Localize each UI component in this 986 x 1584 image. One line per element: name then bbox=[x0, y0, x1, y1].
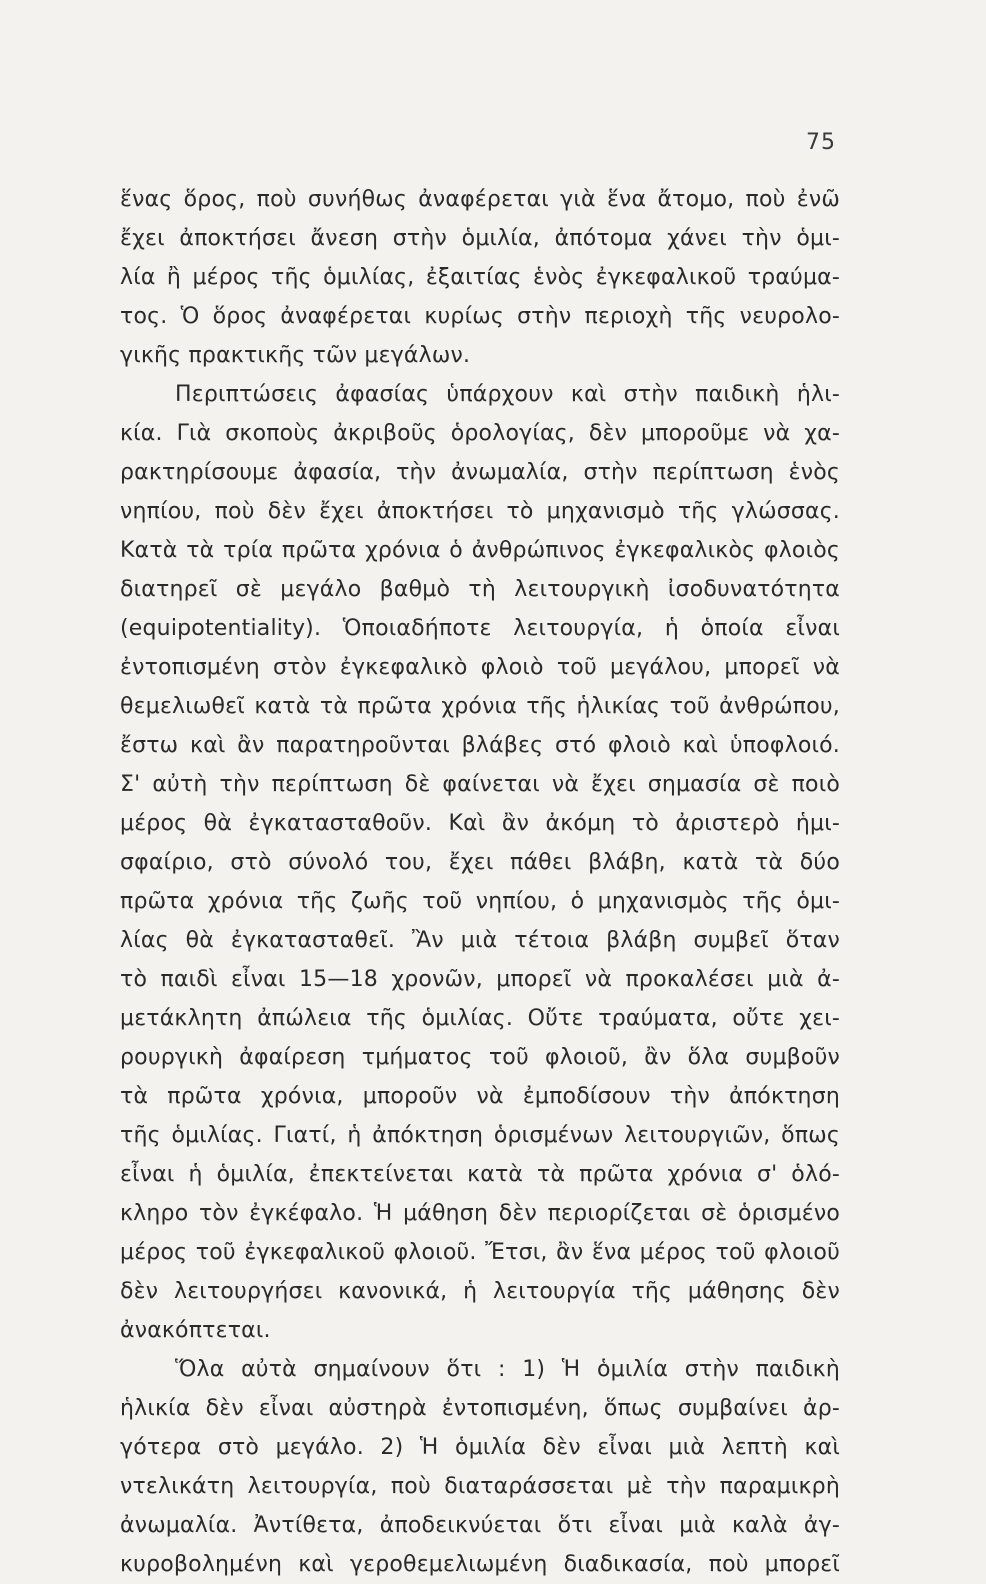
text-line: μετάκλητη ἀπώλεια τῆς ὁμιλίας. Οὔτε τραύματα, οὔτε χει- bbox=[120, 1006, 840, 1031]
text-line: ἡλικία δὲν εἶναι αὐστηρὰ ἐντοπισμένη, ὅπως συμβαίνει ἀρ- bbox=[120, 1396, 840, 1421]
text-line: ρουργικὴ ἀφαίρεση τμήματος τοῦ φλοιοῦ, ἂν ὅλα συμβοῦν bbox=[120, 1045, 840, 1070]
text-line: κυροβολημένη καὶ γεροθεμελιωμένη διαδικασία, ποὺ μπορεῖ bbox=[120, 1552, 840, 1577]
text-line: λίας θὰ ἐγκατασταθεῖ. Ἂν μιὰ τέτοια βλάβη συμβεῖ ὅταν bbox=[120, 928, 840, 953]
text-line: ντελικάτη λειτουργία, ποὺ διαταράσσεται μὲ τὴν παραμικρὴ bbox=[120, 1474, 840, 1499]
text-line: ἔστω καὶ ἂν παρατηροῦνται βλάβες στό φλοιὸ καὶ ὑποφλοιό. bbox=[120, 733, 840, 758]
text-line: μέρος τοῦ ἐγκεφαλικοῦ φλοιοῦ. Ἔτσι, ἂν ἕνα μέρος τοῦ φλοιοῦ bbox=[120, 1240, 840, 1265]
text-line: ἀνωμαλία. Ἀντίθετα, ἀποδεικνύεται ὅτι εἶναι μιὰ καλὰ ἀγ- bbox=[120, 1513, 840, 1538]
text-line: γικῆς πρακτικῆς τῶν μεγάλων. bbox=[120, 343, 471, 368]
text-line: τὰ πρῶτα χρόνια, μποροῦν νὰ ἐμποδίσουν τὴν ἀπόκτηση bbox=[120, 1084, 840, 1109]
text-line: δὲν λειτουργήσει κανονικά, ἡ λειτουργία τῆς μάθησης δὲν bbox=[120, 1279, 840, 1304]
text-line: λία ἢ μέρος τῆς ὁμιλίας, ἐξαιτίας ἑνὸς ἐγκεφαλικοῦ τραύμα- bbox=[120, 265, 840, 290]
body-text bbox=[120, 180, 840, 1584]
text-line: ἕνας ὅρος, ποὺ συνήθως ἀναφέρεται γιὰ ἕνα ἄτομο, ποὺ ἐνῶ bbox=[120, 187, 840, 212]
text-line: Σ' αὐτὴ τὴν περίπτωση δὲ φαίνεται νὰ ἔχει σημασία σὲ ποιὸ bbox=[120, 772, 840, 797]
text-line: (equipotentiality). Ὁποιαδήποτε λειτουργία, ἡ ὁποία εἶναι bbox=[120, 616, 840, 641]
text-line: πρῶτα χρόνια τῆς ζωῆς τοῦ νηπίου, ὁ μηχανισμὸς τῆς ὁμι- bbox=[120, 889, 840, 914]
text-line: τος. Ὁ ὅρος ἀναφέρεται κυρίως στὴν περιοχὴ τῆς νευρολο- bbox=[120, 304, 840, 329]
text-line: νηπίου, ποὺ δὲν ἔχει ἀποκτήσει τὸ μηχανισμὸ τῆς γλώσσας. bbox=[120, 499, 840, 524]
text-line: ἔχει ἀποκτήσει ἄνεση στὴν ὁμιλία, ἀπότομα χάνει τὴν ὁμι- bbox=[120, 226, 840, 251]
text-line: εἶναι ἡ ὁμιλία, ἐπεκτείνεται κατὰ τὰ πρῶτα χρόνια σ' ὁλό- bbox=[120, 1162, 840, 1187]
text-line: διατηρεῖ σὲ μεγάλο βαθμὸ τὴ λειτουργικὴ ἰσοδυνατότητα bbox=[120, 577, 840, 602]
text-line: μέρος θὰ ἐγκατασταθοῦν. Καὶ ἂν ἀκόμη τὸ ἀριστερὸ ἡμι- bbox=[120, 811, 840, 836]
text-line: σφαίριο, στὸ σύνολό του, ἔχει πάθει βλάβη, κατὰ τὰ δύο bbox=[120, 850, 840, 875]
paragraph-first-line: Ὅλα αὐτὰ σημαίνουν ὅτι : 1) Ἡ ὁμιλία στὴν παιδικὴ bbox=[175, 1357, 840, 1382]
paragraph-first-line: Περιπτώσεις ἀφασίας ὑπάρχουν καὶ στὴν παιδικὴ ἡλι- bbox=[175, 382, 840, 407]
text-line: ρακτηρίσουμε ἀφασία, τὴν ἀνωμαλία, στὴν περίπτωση ἑνὸς bbox=[120, 460, 840, 485]
text-line: κία. Γιὰ σκοποὺς ἀκριβοῦς ὁρολογίας, δὲν μποροῦμε νὰ χα- bbox=[120, 421, 840, 446]
text-line: τῆς ὁμιλίας. Γιατί, ἡ ἀπόκτηση ὁρισμένων λειτουργιῶν, ὅπως bbox=[120, 1123, 840, 1148]
text-line: τὸ παιδὶ εἶναι 15—18 χρονῶν, μπορεῖ νὰ προκαλέσει μιὰ ἀ- bbox=[120, 967, 840, 992]
page-number: 75 bbox=[806, 130, 836, 155]
text-line: ἀνακόπτεται. bbox=[120, 1318, 271, 1343]
text-line: Κατὰ τὰ τρία πρῶτα χρόνια ὁ ἀνθρώπινος ἐγκεφαλικὸς φλοιὸς bbox=[120, 538, 840, 563]
text-line: ἐντοπισμένη στὸν ἐγκεφαλικὸ φλοιὸ τοῦ μεγάλου, μπορεῖ νὰ bbox=[120, 655, 840, 680]
text-line: γότερα στὸ μεγάλο. 2) Ἡ ὁμιλία δὲν εἶναι μιὰ λεπτὴ καὶ bbox=[120, 1435, 840, 1460]
text-line: θεμελιωθεῖ κατὰ τὰ πρῶτα χρόνια τῆς ἡλικίας τοῦ ἀνθρώπου, bbox=[120, 694, 840, 719]
text-line: κληρο τὸν ἐγκέφαλο. Ἡ μάθηση δὲν περιορίζεται σὲ ὁρισμένο bbox=[120, 1201, 840, 1226]
